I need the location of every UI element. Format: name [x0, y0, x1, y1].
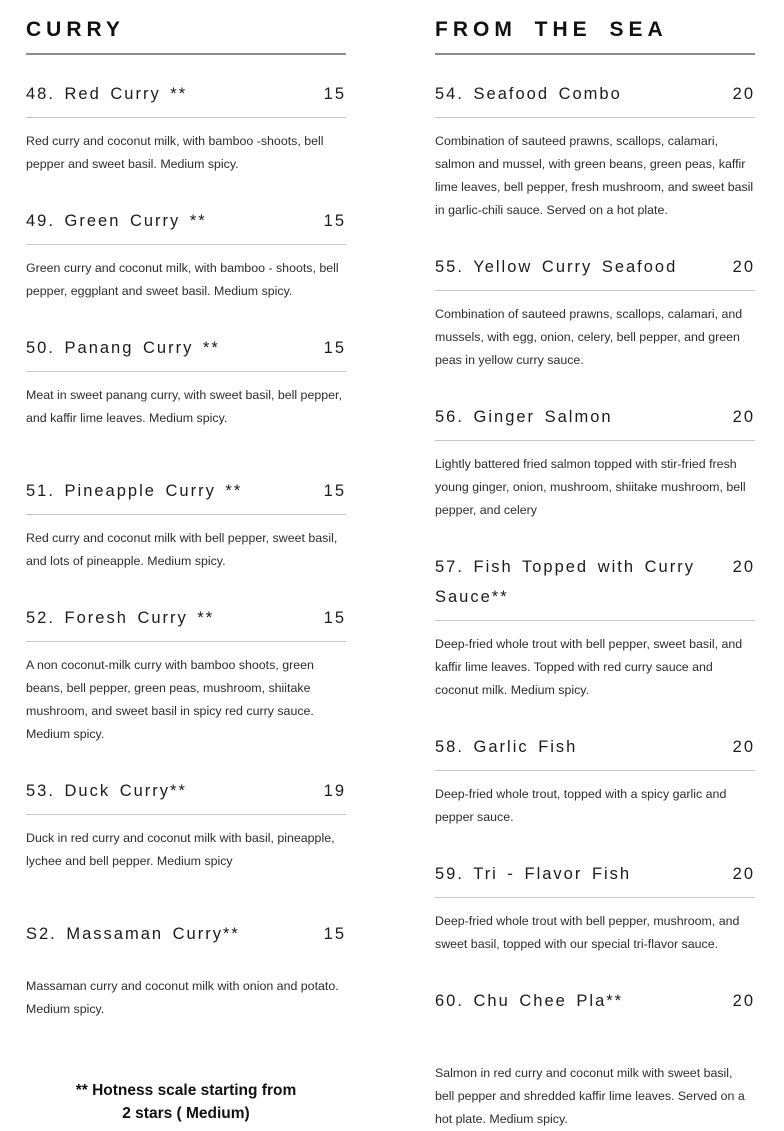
item-divider — [435, 440, 755, 441]
item-description: Green curry and coconut milk, with bamboo - shoots, bell pepper, eggplant and sweet basil. Medium spicy. — [26, 261, 339, 298]
item-description: Deep-fried whole trout with bell pepper, mushroom, and sweet basil, topped with our special tri-flavor sauce. — [435, 914, 740, 951]
menu-item-49-green-curry — [26, 206, 346, 303]
menu-item-60-chu-chee-pla — [435, 986, 755, 1131]
item-head — [26, 476, 346, 506]
curry-column — [26, 14, 346, 1131]
item-description: Massaman curry and coconut milk with onion and potato. Medium spicy. — [26, 979, 339, 1016]
item-title: 60. Chu Chee Pla** — [435, 992, 624, 1010]
item-description: A non coconut-milk curry with bamboo shoots, green beans, bell pepper, green peas, mushroom, shiitake mushroom, and sweet basil in spicy red curry sauce. Medium spicy. — [26, 658, 314, 741]
item-description: Combination of sauteed prawns, scallops, calamari, and mussels, with egg, onion, celery, bell pepper, and green peas in yellow curry sauce. — [435, 307, 743, 367]
item-head — [26, 776, 346, 806]
item-price: 20 — [732, 738, 755, 756]
menu-item-58-garlic-fish — [435, 732, 755, 829]
item-title: 51. Pineapple Curry ** — [26, 482, 243, 500]
item-title: 53. Duck Curry** — [26, 782, 187, 800]
item-price: 20 — [732, 992, 755, 1010]
curry-header-divider — [26, 53, 346, 55]
item-head — [26, 206, 346, 236]
menu-item-56-ginger-salmon — [435, 402, 755, 522]
item-divider — [26, 814, 346, 815]
menu-item-48-red-curry — [26, 79, 346, 176]
item-divider — [26, 117, 346, 118]
item-head — [435, 402, 755, 432]
item-divider — [435, 290, 755, 291]
item-description: Combination of sauteed prawns, scallops, calamari, salmon and mussel, with green beans, green peas, kaffir lime leaves, bell pepper, fresh mushroom, and sweet basil in garlic-chili sauce. Served on a hot plate. — [435, 134, 754, 217]
item-divider — [26, 514, 346, 515]
item-title: 50. Panang Curry ** — [26, 339, 220, 357]
from-the-sea-column — [435, 14, 755, 1131]
from-the-sea-section-header: FROM THE SEA — [435, 18, 668, 41]
menu-item-50-panang-curry — [26, 333, 346, 430]
item-title: 57. Fish Topped with Curry Sauce** — [435, 558, 695, 606]
item-head — [435, 252, 755, 282]
item-head — [435, 986, 755, 1016]
item-title: 54. Seafood Combo — [435, 85, 622, 103]
menu-item-52-foresh-curry — [26, 603, 346, 746]
item-description: Deep-fried whole trout, topped with a spicy garlic and pepper sauce. — [435, 787, 727, 824]
item-price: 20 — [732, 558, 755, 576]
item-price: 15 — [323, 609, 346, 627]
menu-item-57-fish-topped-with-curry-sauce — [435, 552, 755, 702]
item-head — [26, 919, 346, 949]
item-description: Red curry and coconut milk, with bamboo -shoots, bell pepper and sweet basil. Medium spicy. — [26, 134, 324, 171]
item-head — [435, 552, 755, 612]
item-head — [26, 333, 346, 363]
item-price: 20 — [732, 865, 755, 883]
hotness-footnote-line1: ** Hotness scale starting from — [75, 1082, 297, 1099]
item-divider — [435, 897, 755, 898]
item-price: 19 — [323, 782, 346, 800]
item-title: 56. Ginger Salmon — [435, 408, 613, 426]
item-head — [435, 859, 755, 889]
item-title: 59. Tri - Flavor Fish — [435, 865, 632, 883]
from-the-sea-header-divider — [435, 53, 755, 55]
item-title: 48. Red Curry ** — [26, 85, 188, 103]
menu-item-53-duck-curry — [26, 776, 346, 873]
item-description: Deep-fried whole trout with bell pepper, sweet basil, and kaffir lime leaves. Topped with red curry sauce and coconut milk. Medium spicy. — [435, 637, 743, 697]
item-title: S2. Massaman Curry** — [26, 925, 240, 943]
item-divider — [435, 620, 755, 621]
item-description: Lightly battered fried salmon topped with stir-fried fresh young ginger, onion, mushroom, shiitake mushroom, bell pepper, and celery — [435, 457, 746, 517]
menu-item-51-pineapple-curry — [26, 476, 346, 573]
item-description: Salmon in red curry and coconut milk with sweet basil, bell pepper and shredded kaffir lime leaves. Served on a hot plate. Medium spicy. — [435, 1066, 745, 1126]
curry-section-header: CURRY — [26, 18, 125, 41]
item-title: 52. Foresh Curry ** — [26, 609, 215, 627]
item-description: Meat in sweet panang curry, with sweet basil, bell pepper, and kaffir lime leaves. Medium spicy. — [26, 388, 342, 425]
menu-item-54-seafood-combo — [435, 79, 755, 222]
item-divider — [26, 641, 346, 642]
item-description: Duck in red curry and coconut milk with basil, pineapple, lychee and bell pepper. Medium spicy — [26, 831, 335, 868]
item-price: 15 — [323, 212, 346, 230]
item-title: 49. Green Curry ** — [26, 212, 207, 230]
menu-item-59-tri-flavor-fish — [435, 859, 755, 956]
item-price: 15 — [323, 482, 346, 500]
item-price: 15 — [323, 925, 346, 943]
item-head — [26, 79, 346, 109]
item-description: Red curry and coconut milk with bell pepper, sweet basil, and lots of pineapple. Medium spicy. — [26, 531, 338, 568]
item-divider — [435, 117, 755, 118]
hotness-footnote — [26, 1079, 346, 1125]
item-divider — [435, 770, 755, 771]
item-title: 58. Garlic Fish — [435, 738, 578, 756]
menu-item-s2-massaman-curry — [26, 919, 346, 1021]
item-divider — [26, 371, 346, 372]
item-price: 15 — [323, 339, 346, 357]
item-price: 15 — [323, 85, 346, 103]
hotness-footnote-line2: 2 stars ( Medium) — [122, 1105, 250, 1122]
item-price: 20 — [732, 408, 755, 426]
menu-item-55-yellow-curry-seafood — [435, 252, 755, 372]
item-price: 20 — [732, 85, 755, 103]
item-price: 20 — [732, 258, 755, 276]
item-head — [435, 79, 755, 109]
item-title: 55. Yellow Curry Seafood — [435, 258, 678, 276]
item-head — [435, 732, 755, 762]
item-divider — [26, 244, 346, 245]
item-head — [26, 603, 346, 633]
